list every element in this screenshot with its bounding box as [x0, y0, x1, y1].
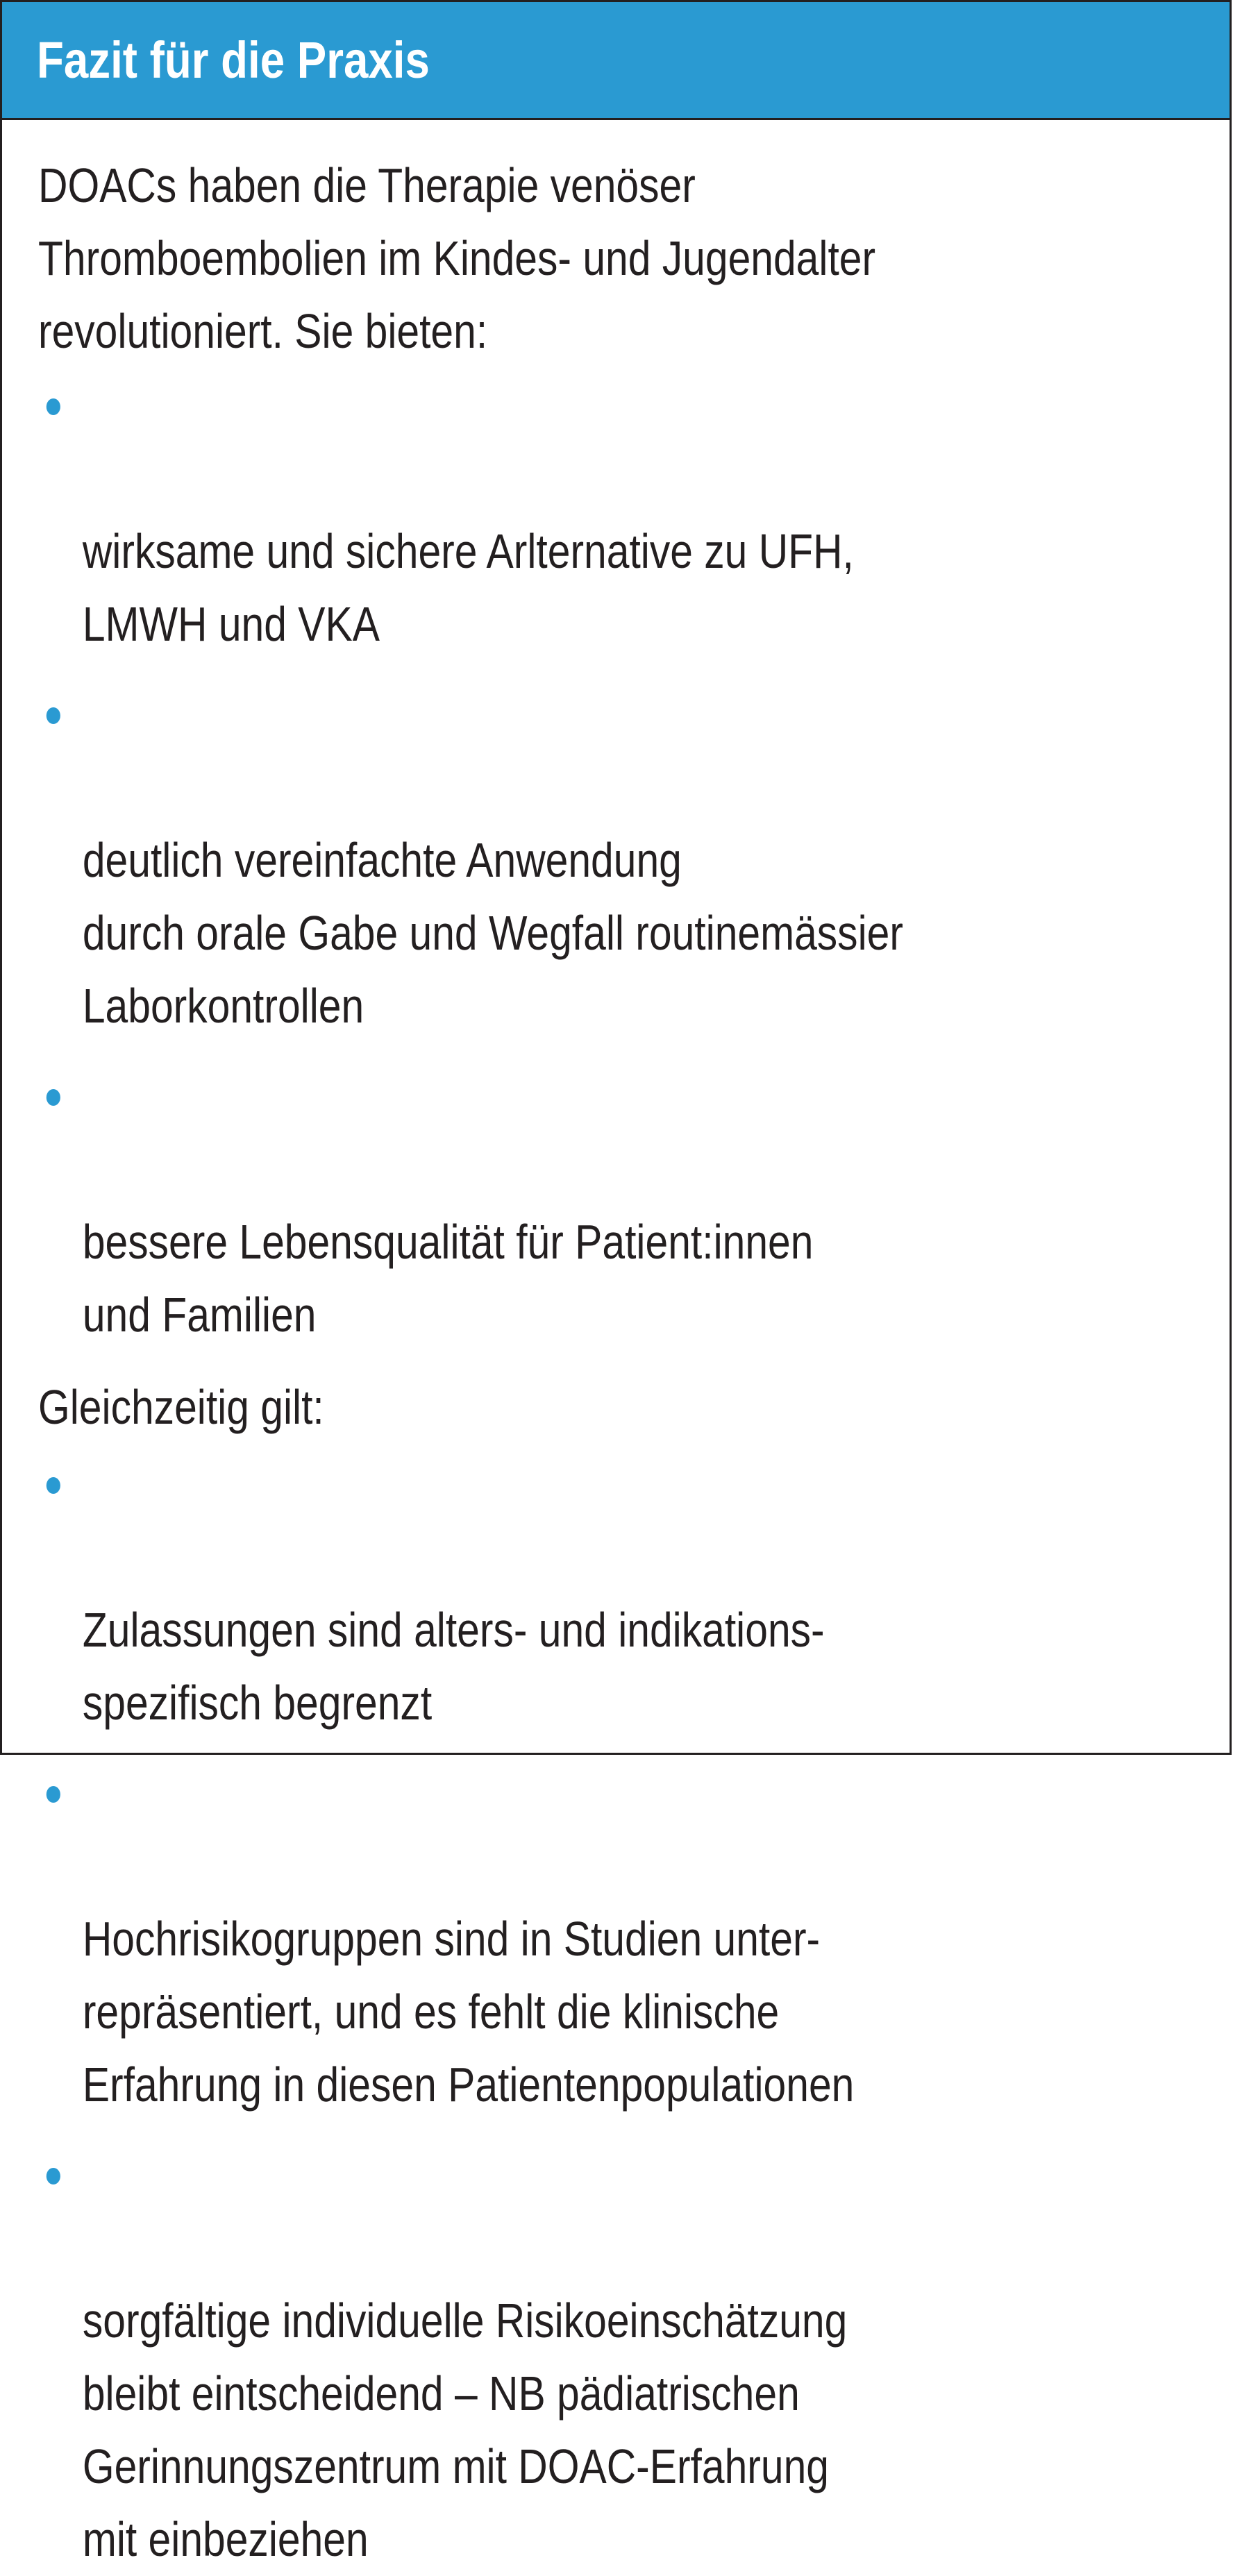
box-title: Fazit für die Praxis — [37, 31, 430, 89]
list-item-text: bessere Lebensqualität für Patient:innen und Familien — [82, 1215, 814, 1342]
bullet-icon — [47, 1786, 60, 1803]
content-body — [38, 149, 1201, 2576]
list-item — [38, 2139, 1201, 2576]
list-item-text: wirksame und sichere Arlternative zu UFH, LMWH und VKA — [82, 524, 854, 651]
caveats-list — [38, 1448, 1201, 2576]
list-item — [38, 1448, 1201, 1740]
list-item-text: deutlich vereinfachte Anwendung durch orale Gabe und Wegfall routinemässier Laborkontrollen — [82, 833, 903, 1033]
box-content — [2, 120, 1230, 2576]
bullet-icon — [47, 707, 60, 724]
list-item-text: Hochrisikogruppen sind in Studien unter- repräsentiert, und es fehlt die klinische Erfahrung in diesen Patientenpopulationen — [82, 1912, 855, 2112]
bullet-icon — [47, 2168, 60, 2184]
bullet-icon — [47, 398, 60, 415]
bullet-icon — [47, 1089, 60, 1106]
box-header — [2, 2, 1230, 120]
list-item-text: sorgfältige individuelle Risikoeinschätzung bleibt eintscheidend – NB pädiatrischen Gerinnungszentrum mit DOAC-Erfahrung mit einbeziehen — [82, 2293, 848, 2566]
bullet-icon — [47, 1477, 60, 1494]
list-item-text: Zulassungen sind alters- und indikations- spezifisch begrenzt — [82, 1603, 825, 1730]
transition-paragraph: Gleichzeitig gilt: — [38, 1380, 324, 1434]
list-item — [38, 369, 1201, 661]
list-item — [38, 678, 1201, 1043]
intro-paragraph: DOACs haben die Therapie venöser Thromboembolien im Kindes- und Jugendalter revolutioniert. Sie bieten: — [38, 158, 876, 358]
list-item — [38, 1757, 1201, 2121]
benefits-list — [38, 369, 1201, 1352]
list-item — [38, 1060, 1201, 1352]
